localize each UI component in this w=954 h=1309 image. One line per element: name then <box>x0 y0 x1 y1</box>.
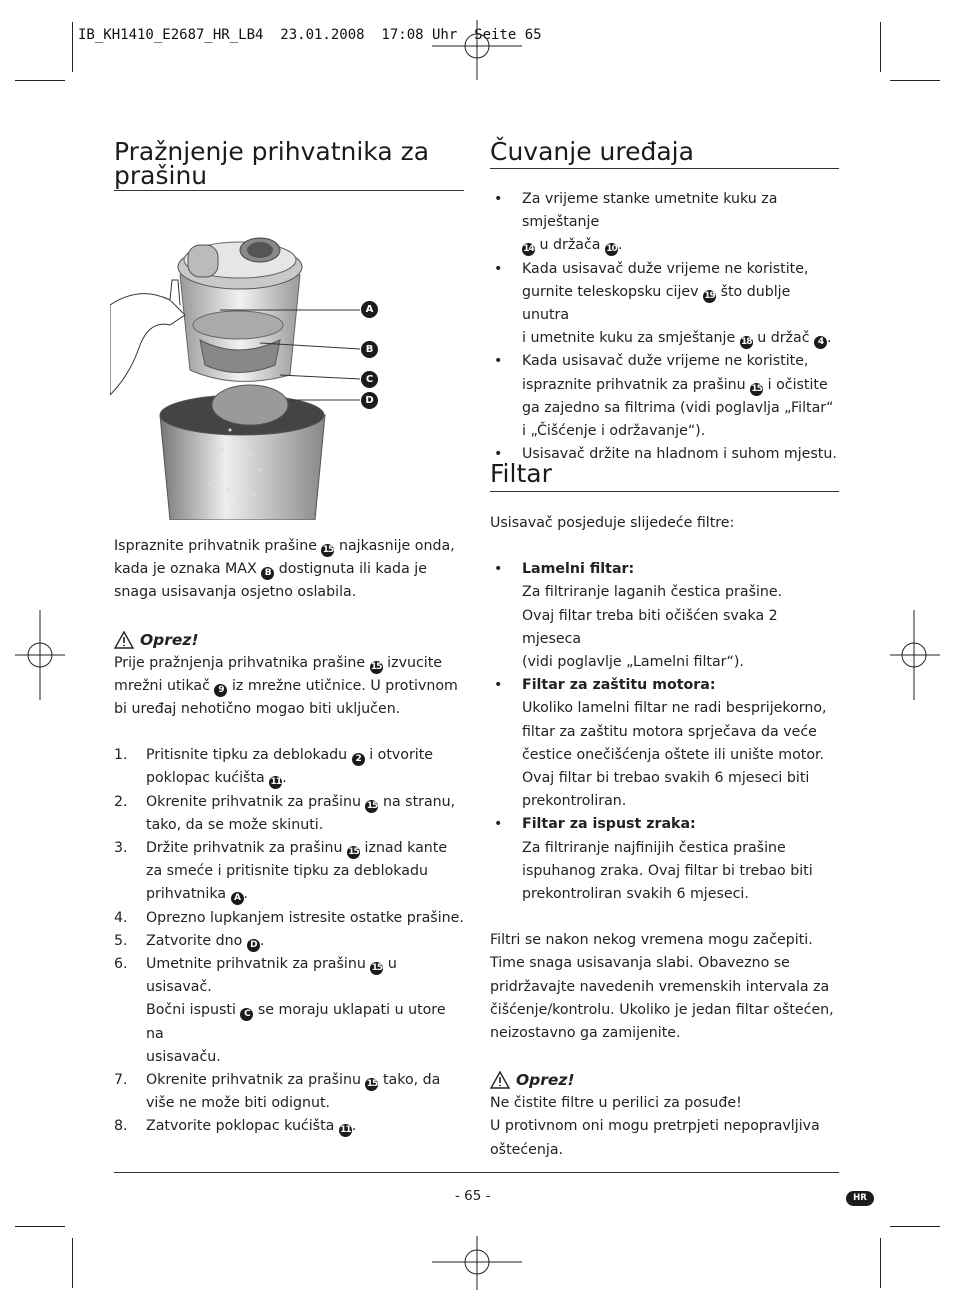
bullet: • <box>494 561 503 578</box>
bullet: • <box>494 353 503 370</box>
warning-text-left <box>114 652 464 722</box>
bullet: • <box>494 260 503 277</box>
text-segment: Za vrijeme stanke umetnite kuku za smještanje <box>522 191 778 231</box>
reference-number-icon: 15 <box>348 847 359 858</box>
list-item <box>490 350 840 443</box>
text-segment: gurnite teleskopsku cijev <box>522 283 704 300</box>
filter-name: Lamelni filtar: <box>522 561 635 578</box>
text-line: Filtri se nakon nekog vremena mogu začepiti. <box>490 932 813 949</box>
text-segment: ga zajedno sa filtrima (vidi poglavlja „Filtar“ <box>522 399 834 416</box>
step-number: 5. <box>114 932 128 949</box>
bullet: • <box>494 191 503 207</box>
filter-list <box>490 558 840 906</box>
label-d: D <box>361 392 378 409</box>
text-line: čišćenje/kontrolu. Ukoliko je jedan filtar oštećen, <box>490 1001 834 1018</box>
text-segment: i „Čišćenje i održavanje“). <box>522 423 706 440</box>
text-line <box>522 327 840 350</box>
text-line <box>146 1115 464 1138</box>
text-line <box>146 1069 464 1092</box>
text-line: Za filtriranje najfinijih čestica prašine <box>522 839 786 856</box>
text-segment: na stranu, <box>378 793 456 810</box>
text-line: Za filtriranje laganih čestica prašine. <box>522 584 783 601</box>
text-segment: izvucite <box>382 654 442 671</box>
text-line <box>146 999 464 1045</box>
text-line: prekontroliran svakih 6 mjeseci. <box>522 886 749 903</box>
filter-note <box>490 929 840 1045</box>
warning-heading-right: Oprez! <box>490 1068 840 1092</box>
text-line: prekontroliran. <box>522 793 627 810</box>
text-line: Time snaga usisavanja slabi. Obavezno se <box>490 955 790 972</box>
text-segment: prihvatnika <box>146 886 231 903</box>
list-item <box>114 1069 464 1115</box>
text-segment: tako, da <box>378 1072 441 1089</box>
text-segment: Držite prihvatnik za prašinu <box>146 840 348 857</box>
reference-number-icon: 15 <box>366 800 378 811</box>
warning-triangle-icon <box>114 631 134 649</box>
warning-triangle-icon <box>490 1071 510 1089</box>
text-line <box>146 791 464 814</box>
text-segment: Oprezno lupkanjem istresite ostatke prašine. <box>146 909 464 926</box>
steps-list <box>114 744 464 1138</box>
text-segment: . <box>618 237 623 254</box>
text-segment: poklopac kućišta <box>146 770 270 787</box>
text-line: filtar za zaštitu motora sprječava da veće <box>522 723 817 740</box>
text-segment: Zatvorite dno <box>146 932 247 949</box>
text-segment: Usisavač držite na hladnom i suhom mjestu. <box>522 446 837 463</box>
list-item <box>490 258 840 351</box>
text-line <box>522 281 840 327</box>
text-line: (vidi poglavlje „Lamelni filtar“). <box>522 654 744 671</box>
text-segment: i očistite <box>763 376 828 393</box>
storage-list <box>490 188 840 466</box>
text-segment: tako, da se može skinuti. <box>146 816 324 833</box>
list-item <box>114 1115 464 1138</box>
text-line: U protivnom oni mogu pretrpjeti nepopravljiva <box>490 1118 820 1135</box>
section-title-filter: Filtar <box>490 459 552 488</box>
reference-number-icon: 15 <box>370 661 382 672</box>
text-line <box>146 883 464 906</box>
bullet: • <box>494 677 503 694</box>
text-line: Ne čistite filtre u perilici za posuđe! <box>490 1095 742 1112</box>
text-line <box>146 767 464 790</box>
reference-number-icon: 9 <box>214 684 227 697</box>
text-segment: . <box>827 330 832 347</box>
dust-container-illustration <box>110 215 390 520</box>
reference-number-icon: 15 <box>751 383 762 394</box>
text-line <box>146 1046 464 1069</box>
list-item <box>114 930 464 953</box>
language-badge: HR <box>846 1191 874 1206</box>
text-line <box>114 535 464 558</box>
label-c: C <box>361 371 378 388</box>
filter-name: Filtar za zaštitu motora: <box>522 677 716 694</box>
reference-number-icon: 14 <box>523 244 534 255</box>
label-a: A <box>361 301 378 318</box>
label-b: B <box>361 341 378 358</box>
text-line: Ovaj filtar bi trebao svakih 6 mjeseci biti <box>522 770 810 787</box>
text-segment: mrežni utikač <box>114 677 215 694</box>
reference-number-icon: 19 <box>704 290 715 301</box>
reference-number-icon: 2 <box>352 753 365 766</box>
filter-intro: Usisavač posjeduje slijedeće filtre: <box>490 515 735 531</box>
text-line <box>522 234 840 257</box>
list-item <box>490 188 840 258</box>
text-segment: ispraznite prihvatnik za prašinu <box>522 376 751 393</box>
text-segment: Okrenite prihvatnik za prašinu <box>146 1072 366 1089</box>
step-number: 1. <box>114 747 128 764</box>
text-line: Ovaj filtar treba biti očišćen svaka 2 mjeseca <box>522 607 778 647</box>
text-line <box>114 698 464 721</box>
list-item <box>114 953 464 1069</box>
reference-number-icon: 11 <box>270 777 281 788</box>
list-item <box>114 744 464 790</box>
list-item <box>490 674 840 813</box>
text-segment: Ispraznite prihvatnik prašine <box>114 538 322 554</box>
warning-heading-left: Oprez! <box>114 628 464 652</box>
reference-number-icon: 15 <box>322 545 334 555</box>
text-segment: u držača <box>535 237 605 254</box>
text-segment: snaga usisavanja osjetno oslabila. <box>114 584 357 601</box>
text-segment: i umetnite kuku za smještanje <box>522 330 740 347</box>
print-slug: IB_KH1410_E2687_HR_LB4 23.01.2008 17:08 Uhr Seite 65 <box>78 27 542 43</box>
text-line: pridržavajte navedenih vremenskih intervala za <box>490 978 830 995</box>
text-segment: . <box>259 932 265 949</box>
footer-rule <box>114 1172 839 1173</box>
list-item <box>490 813 840 906</box>
page-number: - 65 - <box>455 1188 491 1204</box>
list-item <box>114 791 464 837</box>
title-rule <box>114 190 464 191</box>
reference-number-icon: 11 <box>340 1125 351 1136</box>
text-segment: iznad kante <box>360 840 448 857</box>
reference-number-icon: D <box>247 939 260 952</box>
text-line <box>146 860 464 883</box>
text-line <box>522 374 840 397</box>
text-segment: Okrenite prihvatnik za prašinu <box>146 793 366 810</box>
reference-number-icon: A <box>231 892 244 905</box>
reference-number-icon: 15 <box>366 1079 378 1090</box>
text-line <box>146 1092 464 1115</box>
text-segment: se moraju uklapati u utore na <box>146 1002 446 1042</box>
section-title-storage: Čuvanje uređaja <box>490 137 694 166</box>
left-column <box>114 137 464 190</box>
text-line: ispuhanog zraka. Ovaj filtar bi trebao biti <box>522 862 813 879</box>
reference-number-icon: 4 <box>814 336 827 349</box>
emptying-intro <box>114 535 464 605</box>
text-line <box>146 907 464 930</box>
text-segment: dostignuta ili kada je <box>274 561 427 578</box>
step-number: 3. <box>114 840 128 857</box>
text-segment: iz mrežne utičnice. U protivnom <box>227 677 458 694</box>
text-segment: što dublje unutra <box>522 283 791 324</box>
text-line: Ukoliko lamelni filtar ne radi besprijekorno, <box>522 700 827 717</box>
text-segment: usisavaču. <box>146 1048 221 1065</box>
text-segment: kada je oznaka MAX <box>114 561 262 578</box>
text-segment: . <box>243 886 249 903</box>
text-line: neizostavno ga zamijenite. <box>490 1025 681 1042</box>
bullet: • <box>494 446 503 463</box>
reference-number-icon: C <box>240 1008 253 1021</box>
section-title-emptying: Pražnjenje prihvatnika za prašinu <box>114 137 430 190</box>
text-segment: Prije pražnjenja prihvatnika prašine <box>114 654 370 671</box>
text-segment: za smeće i pritisnite tipku za deblokadu <box>146 863 428 880</box>
text-line <box>522 350 840 373</box>
text-segment: Kada usisavač duže vrijeme ne koristite, <box>522 353 809 370</box>
text-segment: Kada usisavač duže vrijeme ne koristite, <box>522 260 809 277</box>
text-line <box>114 581 464 604</box>
text-segment: u usisavač. <box>146 956 397 996</box>
reference-number-icon: 15 <box>371 963 383 974</box>
text-line <box>114 558 464 581</box>
text-line <box>522 397 840 420</box>
text-segment: Zatvorite poklopac kućišta <box>146 1118 339 1135</box>
text-line <box>146 837 464 860</box>
text-segment: . <box>351 1118 357 1135</box>
text-segment: Pritisnite tipku za deblokadu <box>146 747 352 764</box>
text-line: čestice onečišćenja oštete ili unište motor. <box>522 746 825 763</box>
text-line <box>146 744 464 767</box>
text-segment: . <box>282 770 287 787</box>
text-line <box>522 420 840 443</box>
text-segment: bi uređaj nehotično mogao biti uključen. <box>114 701 401 718</box>
text-segment: Umetnite prihvatnik za prašinu <box>146 956 371 973</box>
reference-number-icon: B <box>261 567 274 580</box>
text-segment: Bočni ispusti <box>146 1002 241 1019</box>
step-number: 4. <box>114 909 128 926</box>
step-number: 8. <box>114 1118 128 1135</box>
text-line <box>522 188 840 234</box>
warning-text-right <box>490 1092 840 1162</box>
text-line <box>146 953 464 999</box>
text-line <box>114 675 464 698</box>
filter-name: Filtar za ispust zraka: <box>522 816 696 833</box>
text-line: oštećenja. <box>490 1141 564 1158</box>
bullet: • <box>494 816 503 833</box>
text-line <box>522 258 840 281</box>
text-segment: i otvorite <box>364 747 434 764</box>
step-number: 2. <box>114 793 128 810</box>
list-item <box>114 907 464 930</box>
step-number: 6. <box>114 956 128 973</box>
reference-number-icon: 10 <box>606 244 617 255</box>
title-rule <box>490 491 839 492</box>
text-line <box>114 652 464 675</box>
title-rule <box>490 168 839 169</box>
step-number: 7. <box>114 1072 128 1089</box>
text-line <box>146 814 464 837</box>
text-line <box>146 930 464 953</box>
text-segment: više ne može biti odignut. <box>146 1095 331 1112</box>
text-segment: najkasnije onda, <box>334 538 455 554</box>
text-segment: u držač <box>752 330 815 347</box>
list-item <box>114 837 464 907</box>
reference-number-icon: 18 <box>740 337 752 348</box>
list-item <box>490 558 840 674</box>
